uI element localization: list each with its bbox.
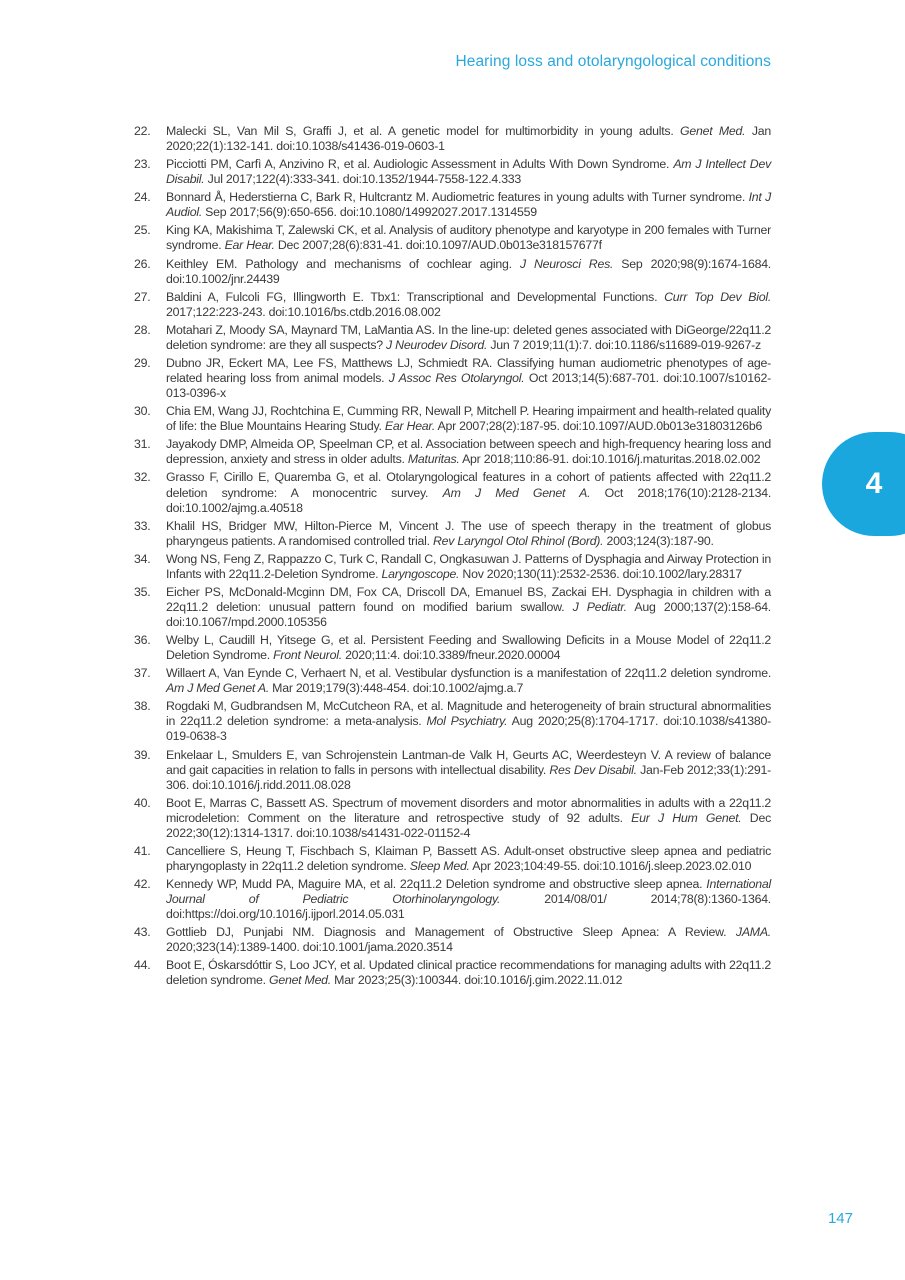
reference-item <box>130 519 771 549</box>
reference-number: 23. <box>134 157 151 172</box>
reference-details: Dec 2007;28(6):831-41. doi:10.1097/AUD.0b013e318157677f <box>274 238 602 253</box>
reference-item <box>130 356 771 401</box>
reference-journal: Laryngoscope. <box>381 566 460 581</box>
reference-citation: Baldini A, Fulcoli FG, Illingworth E. Tbx1: Transcriptional and Developmental Functions. <box>166 289 665 304</box>
reference-citation: Boot E, Marras C, Bassett AS. Spectrum of movement disorders and motor abnormalities in adults with a 22q11.2 microdeletion: Comment on the literature and retrospective study of 92 adults. <box>166 795 771 825</box>
reference-details: 2003;124(3):187-90. <box>603 533 714 548</box>
reference-item <box>130 877 771 922</box>
reference-text <box>166 748 771 792</box>
reference-journal: Int J Audiol. <box>166 190 772 220</box>
reference-journal: JAMA. <box>735 925 771 940</box>
reference-number: 26. <box>134 256 151 271</box>
reference-item <box>130 666 771 696</box>
reference-details: Apr 2023;104:49-55. doi:10.1016/j.sleep.2023.02.010 <box>469 859 752 873</box>
reference-citation: Boot E, Óskarsdóttir S, Loo JCY, et al. Updated clinical practice recommendations for managing adults with 22q11.2 deletion syndrome. <box>166 958 771 988</box>
reference-citation: Wong NS, Feng Z, Rappazzo C, Turk C, Randall C, Ongkasuwan J. Patterns of Dysphagia and Airway Protection in Infants with 22q11.2-Deletion Syndrome. <box>166 551 771 581</box>
reference-text <box>166 323 771 352</box>
reference-details: Aug 2020;25(8):1704-1717. doi:10.1038/s41380-019-0638-3 <box>166 714 772 744</box>
reference-details: Apr 2007;28(2):187-95. doi:10.1097/AUD.0b013e31803126b6 <box>435 419 763 434</box>
reference-journal: Ear Hear. <box>384 419 436 434</box>
reference-journal: Mol Psychiatry. <box>426 714 508 729</box>
reference-number: 37. <box>134 666 151 681</box>
reference-number: 34. <box>134 551 151 566</box>
reference-number: 38. <box>134 699 151 714</box>
reference-text <box>166 552 771 581</box>
reference-journal: Curr Top Dev Biol. <box>664 289 772 304</box>
reference-text <box>166 925 771 954</box>
reference-details: 2020;11:4. doi:10.3389/fneur.2020.00004 <box>341 648 561 663</box>
reference-details: Jan 2020;22(1):132-141. doi:10.1038/s41436-019-0603-1 <box>166 124 771 154</box>
reference-number: 31. <box>134 437 151 452</box>
reference-item <box>130 699 771 744</box>
reference-number: 27. <box>134 289 151 304</box>
reference-text <box>166 844 771 873</box>
reference-details: 2014/08/01/ 2014;78(8):1360-1364. doi:https://doi.org/10.1016/j.ijporl.2014.05.031 <box>166 892 771 922</box>
reference-item <box>130 925 771 955</box>
reference-details: Aug 2000;137(2):158-64. doi:10.1067/mpd.2000.105356 <box>166 599 771 630</box>
reference-text <box>166 124 771 153</box>
reference-item <box>130 958 771 988</box>
reference-item <box>130 257 771 287</box>
reference-citation: Bonnard Å, Hederstierna C, Bark R, Hultcrantz M. Audiometric features in young adults with Turner syndrome. <box>166 190 749 205</box>
reference-number: 28. <box>134 322 151 337</box>
reference-citation: Jayakody DMP, Almeida OP, Speelman CP, et al. Association between speech and high-frequency hearing loss and depression, anxiety and stress in older adults. <box>166 437 771 467</box>
reference-journal: Ear Hear. <box>224 238 275 253</box>
reference-number: 41. <box>134 843 151 858</box>
reference-details: Mar 2023;25(3):100344. doi:10.1016/j.gim.2022.11.012 <box>330 973 623 988</box>
reference-text <box>166 190 771 219</box>
reference-item <box>130 190 771 220</box>
reference-number: 22. <box>134 124 151 138</box>
reference-text <box>166 519 771 548</box>
reference-citation: Welby L, Caudill H, Yitsege G, et al. Persistent Feeding and Swallowing Deficits in a Mouse Model of 22q11.2 Deletion Syndrome. <box>166 633 771 663</box>
reference-text <box>166 666 771 695</box>
reference-details: Jan-Feb 2012;33(1):291-306. doi:10.1016/j.ridd.2011.08.028 <box>166 762 771 792</box>
reference-journal: Am J Intellect Dev Disabil. <box>166 157 772 187</box>
reference-citation: Rogdaki M, Gudbrandsen M, McCutcheon RA, et al. Magnitude and heterogeneity of brain structural abnormalities in 22q11.2 deletion syndrome: a meta-analysis. <box>166 699 771 729</box>
reference-item <box>130 633 771 663</box>
reference-item <box>130 290 771 320</box>
reference-details: Nov 2020;130(11):2532-2536. doi:10.1002/lary.28317 <box>459 566 742 581</box>
reference-number: 29. <box>134 355 151 370</box>
chapter-number: 4 <box>865 467 883 500</box>
reference-citation: Eicher PS, McDonald-Mcginn DM, Fox CA, Driscoll DA, Emanuel BS, Zackai EH. Dysphagia in children with a 22q11.2 deletion: unusual pattern found on modified barium swallow. <box>166 584 771 614</box>
reference-details: 2020;323(14):1389-1400. doi:10.1001/jama.2020.3514 <box>166 940 453 955</box>
reference-citation: Khalil HS, Bridger MW, Hilton-Pierce M, Vincent J. The use of speech therapy in the treatment of globus pharyngeus patients. A randomised controlled trial. <box>166 518 771 548</box>
reference-text <box>166 470 771 514</box>
reference-journal: Eur J Hum Genet. <box>631 810 742 825</box>
reference-journal: Maturitas. <box>407 452 460 467</box>
reference-text <box>166 290 771 319</box>
reference-text <box>166 877 771 921</box>
chapter-tab <box>822 432 905 536</box>
reference-item <box>130 552 771 582</box>
reference-text <box>166 796 771 840</box>
reference-item <box>130 323 771 353</box>
reference-journal: Genet Med. <box>268 973 331 988</box>
reference-citation: Keithley EM. Pathology and mechanisms of cochlear aging. <box>166 256 520 271</box>
reference-journal: Rev Laryngol Otol Rhinol (Bord). <box>432 533 604 548</box>
reference-details: Dec 2022;30(12):1314-1317. doi:10.1038/s41431-022-01152-4 <box>166 810 771 840</box>
reference-details: Jul 2017;122(4):333-341. doi:10.1352/1944-7558-122.4.333 <box>204 172 522 187</box>
reference-citation: Grasso F, Cirillo E, Quaremba G, et al. Otolaryngological features in a cohort of patients affected with 22q11.2 deletion syndrome: A monocentric survey. <box>166 470 771 500</box>
reference-citation: Dubno JR, Eckert MA, Lee FS, Matthews LJ, Schmiedt RA. Classifying human audiometric phenotypes of age-related hearing loss from animal models. <box>166 355 771 386</box>
reference-number: 43. <box>134 925 151 940</box>
reference-number: 42. <box>134 877 151 892</box>
reference-journal: J Neurodev Disord. <box>386 337 488 352</box>
reference-number: 33. <box>134 518 151 533</box>
reference-journal: Am J Med Genet A. <box>442 485 591 500</box>
reference-text <box>166 223 771 252</box>
reference-details: 2017;122:223-243. doi:10.1016/bs.ctdb.2016.08.002 <box>166 304 441 319</box>
reference-number: 44. <box>134 958 151 973</box>
reference-journal: International Journal of Pediatric Otorhinolaryngology. <box>166 877 771 907</box>
reference-item <box>130 844 771 874</box>
reference-details: Mar 2019;179(3):448-454. doi:10.1002/ajmg.a.7 <box>269 681 524 696</box>
reference-details: Sep 2017;56(9):650-656. doi:10.1080/14992027.2017.1314559 <box>202 205 537 220</box>
reference-citation: Chia EM, Wang JJ, Rochtchina E, Cumming RR, Newall P, Mitchell P. Hearing impairment and health-related quality of life: the Blue Mountains Hearing Study. <box>166 404 771 434</box>
reference-details: Sep 2020;98(9):1674-1684. doi:10.1002/jnr.24439 <box>166 256 771 286</box>
reference-item <box>130 404 771 434</box>
reference-text <box>166 699 771 743</box>
reference-number: 35. <box>134 584 151 599</box>
reference-list <box>130 124 771 992</box>
reference-citation: Willaert A, Van Eynde C, Verhaert N, et al. Vestibular dysfunction is a manifestation of 22q11.2 deletion syndrome. <box>166 666 771 681</box>
reference-details: Apr 2018;110:86-91. doi:10.1016/j.maturitas.2018.02.002 <box>459 452 761 467</box>
reference-journal: Front Neurol. <box>273 648 342 663</box>
page-number: 147 <box>827 1210 853 1227</box>
reference-citation: King KA, Makishima T, Zalewski CK, et al. Analysis of auditory phenotype and karyotype in 200 females with Turner syndrome. <box>166 223 771 253</box>
reference-item <box>130 223 771 253</box>
reference-citation: Cancelliere S, Heung T, Fischbach S, Klaiman P, Bassett AS. Adult-onset obstructive sleep apnea and pediatric pharyngoplasty in 22q11.2 deletion syndrome. <box>166 843 771 873</box>
running-header: Hearing loss and otolaryngological conditions <box>455 53 771 70</box>
reference-citation: Picciotti PM, Carfì A, Anzivino R, et al. Audiologic Assessment in Adults With Down Syndrome. <box>166 157 674 172</box>
reference-number: 40. <box>134 795 151 810</box>
reference-journal: J Neurosci Res. <box>519 256 614 271</box>
reference-journal: J Pediatr. <box>572 599 627 614</box>
reference-text <box>166 157 771 186</box>
reference-text <box>166 404 771 433</box>
reference-text <box>166 437 771 466</box>
reference-item <box>130 157 771 187</box>
reference-text <box>166 356 771 400</box>
reference-journal: Genet Med. <box>680 124 746 138</box>
reference-item <box>130 124 771 154</box>
reference-journal: Res Dev Disabil. <box>549 762 637 777</box>
reference-citation: Kennedy WP, Mudd PA, Maguire MA, et al. 22q11.2 Deletion syndrome and obstructive sleep apnea. <box>166 877 707 892</box>
reference-details: Jun 7 2019;11(1):7. doi:10.1186/s11689-019-9267-z <box>487 337 761 352</box>
reference-citation: Enkelaar L, Smulders E, van Schrojenstein Lantman-de Valk H, Geurts AC, Weerdesteyn V. A review of balance and gait capacities in relation to falls in persons with intellectual disability. <box>166 747 771 777</box>
reference-number: 39. <box>134 747 151 762</box>
reference-item <box>130 470 771 515</box>
reference-number: 24. <box>134 190 151 205</box>
reference-details: Oct 2013;14(5):687-701. doi:10.1007/s10162-013-0396-x <box>166 371 772 401</box>
reference-number: 25. <box>134 223 151 238</box>
reference-item <box>130 796 771 841</box>
reference-text <box>166 257 771 286</box>
reference-details: Oct 2018;176(10):2128-2134. doi:10.1002/ajmg.a.40518 <box>166 485 772 515</box>
reference-citation: Gottlieb DJ, Punjabi NM. Diagnosis and Management of Obstructive Sleep Apnea: A Review. <box>166 925 736 940</box>
reference-text <box>166 633 771 662</box>
reference-number: 32. <box>134 470 151 485</box>
reference-text <box>166 958 771 987</box>
reference-item <box>130 585 771 630</box>
reference-number: 30. <box>134 404 151 419</box>
reference-item <box>130 437 771 467</box>
reference-text <box>166 585 771 629</box>
reference-journal: Sleep Med. <box>409 859 470 873</box>
reference-number: 36. <box>134 633 151 648</box>
reference-journal: J Assoc Res Otolaryngol. <box>388 371 525 386</box>
reference-citation: Motahari Z, Moody SA, Maynard TM, LaMantia AS. In the line-up: deleted genes associated with DiGeorge/22q11.2 deletion syndrome: are they all suspects? <box>166 322 771 352</box>
reference-journal: Am J Med Genet A. <box>166 681 269 696</box>
reference-citation: Malecki SL, Van Mil S, Graffi J, et al. A genetic model for multimorbidity in young adults. <box>166 124 680 138</box>
reference-item <box>130 748 771 793</box>
